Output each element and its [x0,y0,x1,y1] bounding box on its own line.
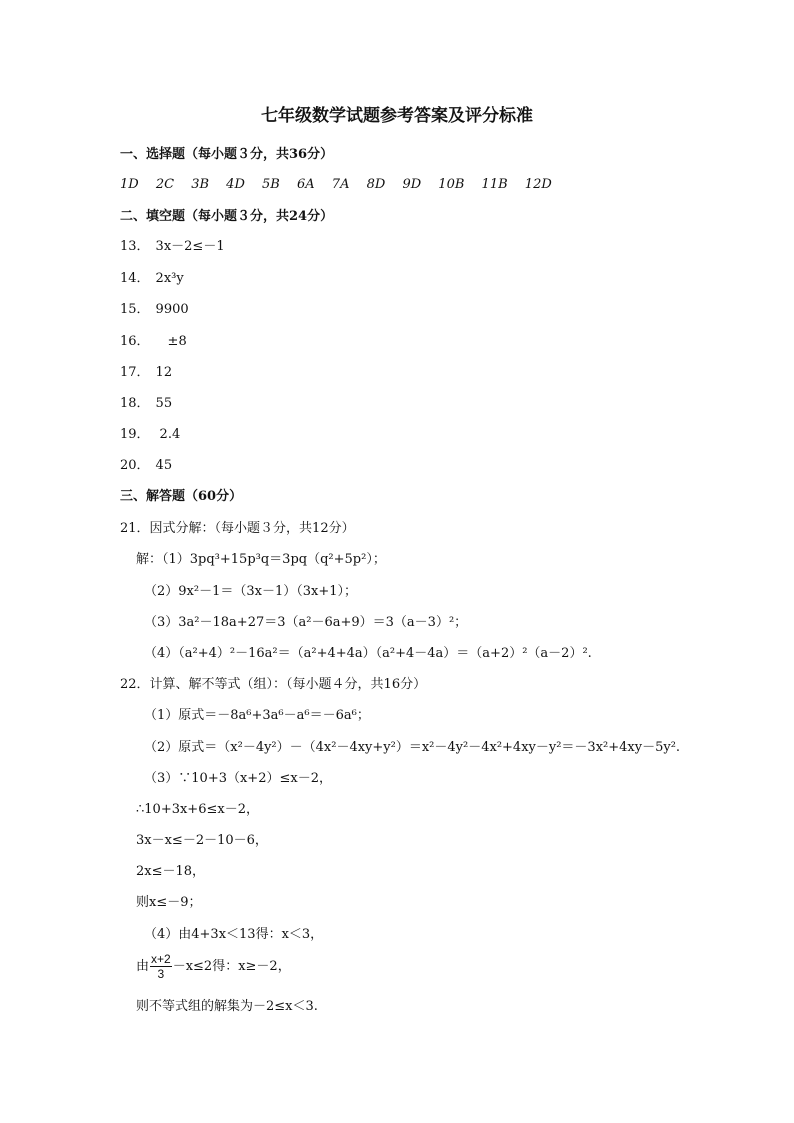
q21-line-3: （3）3a²－18a+27＝3（a²－6a+9）＝3（a－3）²； [144,615,468,630]
fraction [150,952,172,981]
q22-line-7: 则x≤－9； [136,895,202,910]
q22-line-2: （2）原式＝（x²－4y²）－（4x²－4xy+y²）＝x²－4y²－4x²+4xy－y²＝－3x²+4xy－5y². [144,740,681,755]
choice-answer: 9D [402,177,422,192]
fill-number: 16． [120,334,150,349]
q22-line-3: （3）∵10+3（x+2）≤x－2， [144,771,332,786]
fill-item-20 [120,457,172,475]
fill-number: 18． [120,396,150,411]
choice-answer: 11B [481,177,508,192]
fill-number: 14． [120,271,150,286]
q21-heading: 21．因式分解：（每小题３分，共12分） [120,521,355,536]
fill-answer: ±8 [167,334,187,349]
q21-line-1: 解：（1）3pq³+15p³q＝3pq（q²+5p²）； [136,552,386,567]
fill-answer: 45 [155,458,173,473]
q21-line-4: （4）（a²+4）²－16a²＝（a²+4+4a）（a²+4－4a）＝（a+2）²（a－2）². [144,646,592,661]
choice-answer: 3B [191,177,210,192]
q22-line-8: （4）由4+3x＜13得：x＜3， [144,927,324,942]
fill-item-19 [120,426,180,444]
choice-answer: 7A [331,177,350,192]
fill-answer: 55 [155,396,173,411]
choice-answer: 1D [120,177,139,192]
q21-line-2: （2）9x²－1＝（3x－1）（3x+1）； [144,584,357,599]
fill-answer: 3x－2≤－1 [155,239,225,254]
q22-line-5: 3x－x≤－2－10－6， [136,833,268,848]
choice-answer: 4D [226,177,245,192]
fill-answer: 2x³y [155,271,184,286]
page-title: 七年级数学试题参考答案及评分标准 [261,106,533,126]
fill-number: 15． [120,302,150,317]
fill-item-16 [120,333,187,351]
fill-answer: 9900 [155,302,189,317]
fill-number: 17． [120,365,150,380]
fill-answer: 12 [155,365,173,380]
q22-line-4: ∴10+3x+6≤x－2， [136,802,259,817]
q22-line-9-suffix: －x≤2得：x≥－2， [172,959,291,974]
section-solve-heading: 三、解答题（60分） [120,489,243,504]
fill-answer: 2.4 [159,427,181,442]
fill-number: 13． [120,239,150,254]
q22-line-10: 则不等式组的解集为－2≤x＜3. [136,999,318,1014]
fill-item-14 [120,270,184,288]
section-fill-heading: 二、填空题（每小题３分，共24分） [120,209,334,224]
q22-line-9 [136,952,291,982]
fill-item-13 [120,238,225,256]
q22-heading: 22．计算、解不等式（组）：（每小题４分，共16分） [120,677,427,692]
section-choice-heading: 一、选择题（每小题３分，共36分） [120,147,334,162]
fill-number: 20． [120,458,150,473]
fill-item-15 [120,301,189,319]
q22-line-1: （1）原式＝－8a⁶+3a⁶－a⁶＝－6a⁶； [144,708,370,723]
choice-answer: 10B [438,177,465,192]
fill-item-18 [120,395,172,413]
q22-line-9-prefix: 由 [136,959,150,974]
choice-answer: 5B [262,177,280,192]
fill-number: 19． [120,427,150,442]
choice-answer: 8D [366,177,386,192]
fraction-denominator: 3 [157,967,165,981]
q22-line-6: 2x≤－18， [136,864,206,879]
choice-answer: 6A [296,177,315,192]
fraction-numerator: x+2 [151,952,171,966]
choice-answers [120,176,552,194]
choice-answer: 12D [524,177,552,192]
choice-answer: 2C [155,177,175,192]
fill-item-17 [120,364,172,382]
